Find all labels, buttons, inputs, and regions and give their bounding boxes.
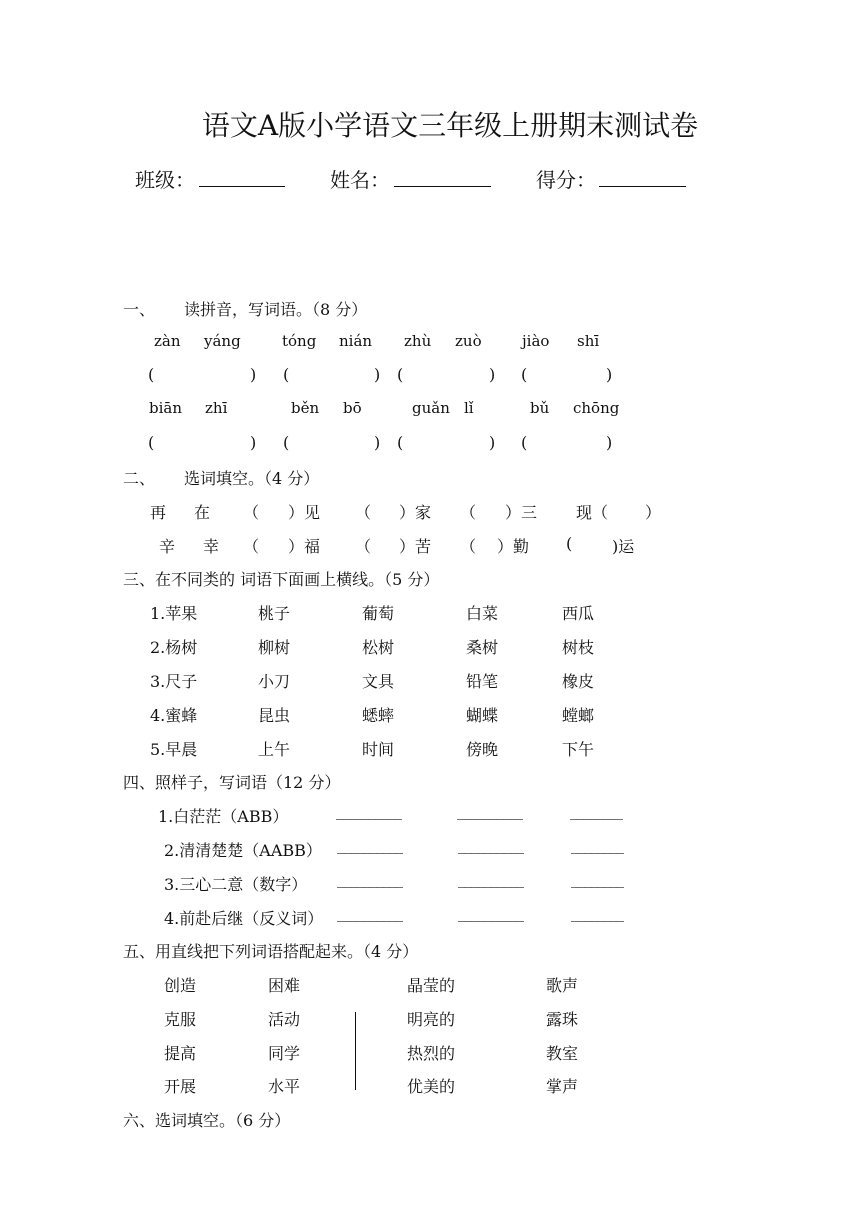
- choice-word: 在: [194, 503, 211, 522]
- answer-line[interactable]: __________: [458, 870, 523, 888]
- name-blank[interactable]: [394, 166, 491, 187]
- pinyin: zhī: [205, 399, 228, 417]
- pinyin: zuò: [455, 332, 482, 350]
- name-label: 姓名：: [330, 168, 390, 192]
- fill-word: ）家: [399, 503, 432, 522]
- answer-paren-close: ): [606, 365, 613, 384]
- answer-paren-close: ): [250, 365, 257, 384]
- section-2-number: 二、: [123, 469, 156, 488]
- fill-blank: （: [460, 503, 477, 522]
- answer-line[interactable]: __________: [337, 904, 402, 922]
- section-6-heading: 六、选词填空。（6 分）: [123, 1111, 291, 1130]
- pinyin: zhù: [404, 332, 432, 350]
- pinyin: guǎn: [412, 399, 450, 417]
- answer-line[interactable]: ________: [571, 836, 623, 854]
- word-cell: 4.蜜蜂: [150, 706, 198, 725]
- match-word: 活动: [268, 1010, 301, 1029]
- match-word: 困难: [268, 976, 301, 995]
- word-cell: 昆虫: [258, 706, 291, 725]
- answer-paren-open: (: [148, 433, 155, 452]
- answer-line[interactable]: __________: [457, 802, 522, 820]
- word-cell: 柳树: [258, 638, 291, 657]
- answer-paren-open: (: [148, 365, 155, 384]
- answer-line[interactable]: ________: [571, 870, 623, 888]
- fill-blank: （: [243, 537, 260, 556]
- choice-word: 再: [150, 503, 167, 522]
- fill-blank: (: [566, 534, 573, 553]
- answer-line[interactable]: __________: [458, 904, 523, 922]
- word-cell: 葡萄: [362, 604, 395, 623]
- answer-paren-open: (: [521, 365, 528, 384]
- answer-paren-close: ): [489, 433, 496, 452]
- word-cell: 桑树: [466, 638, 499, 657]
- word-cell: 时间: [362, 740, 395, 759]
- pinyin: yáng: [204, 332, 241, 350]
- word-cell: 3.尺子: [150, 672, 198, 691]
- answer-line[interactable]: ________: [570, 802, 622, 820]
- answer-paren-open: (: [521, 433, 528, 452]
- answer-paren-open: (: [397, 433, 404, 452]
- section-4-heading: 四、照样子，写词语（12 分）: [123, 773, 341, 792]
- answer-paren-open: (: [283, 433, 290, 452]
- match-word: 歌声: [546, 976, 579, 995]
- word-cell: 蟋蟀: [362, 706, 395, 725]
- pinyin: bō: [343, 399, 362, 417]
- score-blank[interactable]: [599, 166, 686, 187]
- answer-line[interactable]: ________: [571, 904, 623, 922]
- fill-blank: ）: [645, 503, 662, 522]
- answer-line[interactable]: __________: [337, 836, 402, 854]
- answer-line[interactable]: __________: [458, 836, 523, 854]
- match-word: 创造: [164, 976, 197, 995]
- word-cell: 上午: [258, 740, 291, 759]
- pinyin: bǔ: [530, 399, 550, 417]
- divider-line: [355, 1012, 356, 1090]
- section-5-heading: 五、用直线把下列词语搭配起来。（4 分）: [123, 942, 419, 961]
- pinyin: chōng: [573, 399, 620, 417]
- section-1-number: 一、: [123, 300, 156, 319]
- fill-word: ）勤: [497, 537, 530, 556]
- match-word: 水平: [268, 1077, 301, 1096]
- word-cell: 白菜: [466, 604, 499, 623]
- class-blank[interactable]: [199, 166, 285, 187]
- match-word: 晶莹的: [407, 976, 456, 995]
- word-cell: 蝴蝶: [466, 706, 499, 725]
- match-word: 优美的: [407, 1077, 456, 1096]
- match-word: 开展: [164, 1077, 197, 1096]
- answer-line[interactable]: __________: [337, 870, 402, 888]
- section-1-heading: 读拼音，写词语。（8 分）: [184, 300, 368, 319]
- word-cell: 5.早晨: [150, 740, 198, 759]
- fill-blank: （: [243, 503, 260, 522]
- section-3-heading: 三、在不同类的 词语下面画上横线。（5 分）: [123, 570, 440, 589]
- answer-paren-close: ): [374, 433, 381, 452]
- section-2-heading: 选词填空。（4 分）: [184, 469, 320, 488]
- pinyin: biān: [149, 399, 183, 417]
- pinyin: shī: [577, 332, 600, 350]
- answer-paren-close: ): [606, 433, 613, 452]
- fill-word: ）三: [505, 503, 538, 522]
- fill-word: ）见: [288, 503, 321, 522]
- pinyin: nián: [339, 332, 373, 350]
- match-word: 掌声: [546, 1077, 579, 1096]
- fill-blank: （: [355, 503, 372, 522]
- pinyin: tóng: [282, 332, 317, 350]
- word-cell: 橡皮: [562, 672, 595, 691]
- match-word: 露珠: [546, 1010, 579, 1029]
- example-label: 3.三心二意（数字）: [164, 875, 308, 894]
- match-word: 提高: [164, 1044, 197, 1063]
- match-word: 明亮的: [407, 1010, 456, 1029]
- word-cell: 文具: [362, 672, 395, 691]
- example-label: 4.前赴后继（反义词）: [164, 909, 324, 928]
- word-cell: 树枝: [562, 638, 595, 657]
- match-word: 同学: [268, 1044, 301, 1063]
- answer-paren-open: (: [397, 365, 404, 384]
- page-title: 语文A版小学语文三年级上册期末测试卷: [201, 109, 699, 142]
- match-word: 热烈的: [407, 1044, 456, 1063]
- fill-word: ）福: [288, 537, 321, 556]
- fill-blank: （: [355, 537, 372, 556]
- score-label: 得分：: [536, 168, 596, 192]
- word-cell: 下午: [562, 740, 595, 759]
- answer-paren-close: ): [250, 433, 257, 452]
- choice-word: 辛: [159, 537, 176, 556]
- word-cell: 螳螂: [562, 706, 595, 725]
- answer-line[interactable]: __________: [336, 802, 401, 820]
- answer-paren-close: ): [489, 365, 496, 384]
- word-cell: 西瓜: [562, 604, 595, 623]
- word-cell: 松树: [362, 638, 395, 657]
- fill-blank: （: [460, 537, 477, 556]
- pinyin: jiào: [522, 332, 550, 350]
- class-label: 班级：: [135, 168, 195, 192]
- word-cell: 桃子: [258, 604, 291, 623]
- choice-word: 幸: [203, 537, 220, 556]
- pinyin: lǐ: [464, 399, 474, 417]
- word-cell: 小刀: [258, 672, 291, 691]
- match-word: 克服: [164, 1010, 197, 1029]
- word-cell: 铅笔: [466, 672, 499, 691]
- answer-paren-close: ): [374, 365, 381, 384]
- match-word: 教室: [546, 1044, 579, 1063]
- fill-word: ）苦: [399, 537, 432, 556]
- pinyin: zàn: [154, 332, 181, 350]
- word-cell: 2.杨树: [150, 638, 198, 657]
- fill-word: 现（: [576, 503, 609, 522]
- word-cell: 傍晚: [466, 740, 499, 759]
- pinyin: běn: [291, 399, 320, 417]
- answer-paren-open: (: [283, 365, 290, 384]
- example-label: 2.清清楚楚（AABB）: [164, 841, 322, 860]
- fill-word: )运: [612, 537, 635, 556]
- word-cell: 1.苹果: [150, 604, 198, 623]
- example-label: 1.白茫茫（ABB）: [158, 807, 289, 826]
